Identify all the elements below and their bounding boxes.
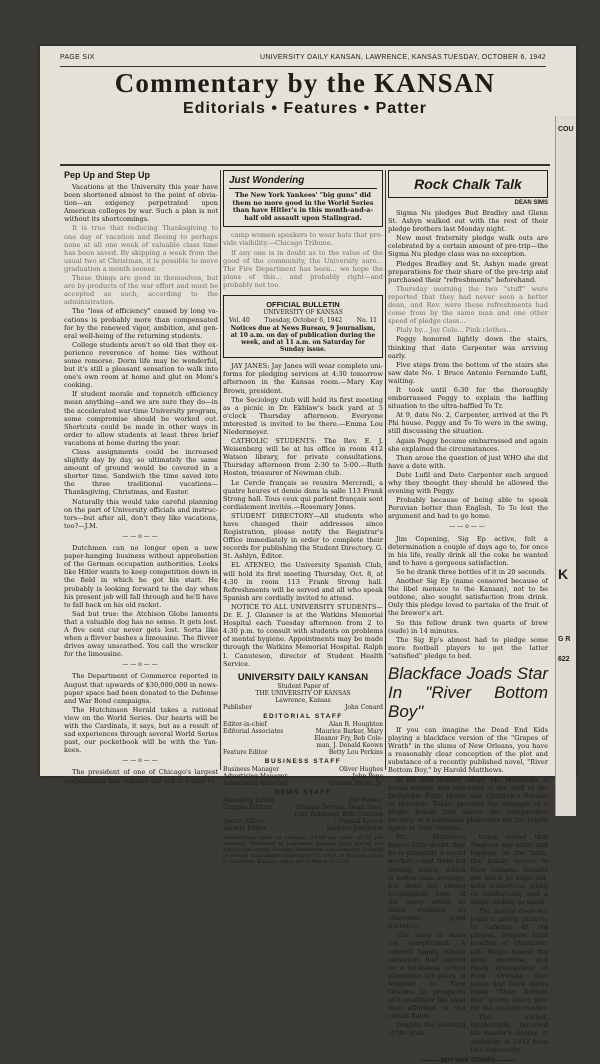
staff-role: Sports Editor: [223, 817, 264, 825]
edge-text: K: [558, 566, 569, 582]
staff-row: [223, 797, 383, 804]
staff-role: Advertising Manager: [223, 772, 288, 780]
staff-row: [223, 735, 383, 742]
staff-name: Alan B. Houghton: [328, 720, 383, 728]
separator: ——o——: [122, 757, 160, 765]
paragraph: So this fellow drank two quarts of brew (sude) in 14 minutes.: [388, 618, 548, 635]
official-bulletin-box: [223, 295, 383, 358]
bulletin-volume-line: [229, 317, 377, 325]
staff-name: Betty Lou Perkins: [328, 748, 383, 756]
bulletin-item: NOTICE TO ALL UNIVERSITY STUDENTS—Dr. E. J. Glaisner is at the Watkins Memorial Hospital each Tuesday afternoon from 2 to 4:30 p.m. to consult with students on problems of mental hygiene. Appointments may be made through the Watkins Memorial Hospital. Ralph I. Canuteson, director of Student Health Service.: [223, 602, 383, 668]
bulletin-item: Le Cercle français se reunira Mercredi, a quatre heures et demie dans la salle 113 Frank Strong hall. Tous ceux qui parlent français sont cordialement invités.—Rosemary Jones.: [223, 478, 383, 511]
adjacent-page-edge: [555, 116, 576, 816]
staff-row: [223, 728, 383, 735]
separator: ——o——: [122, 661, 160, 669]
column-rule: [385, 170, 386, 770]
staff-row: [223, 704, 383, 711]
middle-column: [223, 170, 383, 866]
paragraph: Despite the warning of the plan-: [388, 1021, 466, 1038]
paragraph: Probably because of being able to speak Peruvian better than English, To To lost the argument and had to go home.: [388, 496, 548, 521]
staff-name: Dale Robinson, Bob Coleman: [294, 810, 383, 818]
paragraph: Date Lufil and Dato Carpenter each argued why they thought they should be allowed the evening with Peggy.: [388, 470, 548, 496]
bulletin-number: No. 11: [356, 317, 377, 325]
bulletin-date: Tuesday, October 6, 1942: [264, 317, 343, 325]
paragraph: Mr. Matthews leaves little doubt that he is primarily a social worker —and from his writing ability, which is better than average, but from the strong sociological bent of the story which at times weakens an otherwise good narrative.: [388, 833, 466, 931]
bulletin-notice: Notices due at News Bureau, 9 Journalism, at 10 a.m. on day of publication during the week, and at 11 a.m. on Saturday for Sunday issue.: [230, 325, 376, 354]
staff-name: Eleanor Fry, Bob Cole-: [314, 734, 383, 742]
news-staff-heading: NEWS STAFF: [274, 788, 332, 796]
business-staff-heading: BUSINESS STAFF: [264, 757, 342, 765]
paragraph: The Department of Commerce reported in August that upwards of $30,000,000 in newspaper space had been donated to the Defense and War Bond campaigns.: [64, 672, 218, 705]
paragraph: Again Peggy became embarrassed and again she explained the circumstances.: [388, 436, 548, 453]
editorial-column: [64, 170, 218, 786]
staff-box-subtitle: Student Paper of: [277, 682, 329, 690]
review-headline: Blackface Joads Star In "River Bottom Boy": [388, 663, 548, 721]
staff-row: [223, 721, 383, 728]
paragraph: Vacations at the University this year have been shortened almost to the point of obviation—an exigency perpetrated upon American colleges by war. Such a plan is not without its shortcomings.: [64, 183, 218, 224]
paragraph: The story is none too complicated. A colored family, whose ancestors had served on a Louisiana cotton plantation for years, is tempted to New Orleans by prospects of a wealthier life than that afforded in the cotton fields.: [388, 931, 466, 1021]
paper-name: UNIVERSITY DAILY KANSAN, LAWRENCE, KANSAS: [260, 54, 443, 61]
paragraph: It took until 6:30 for the thoroughly embarrassed Peggy to explain the baffling situation to the ultra-baffled To Tr.: [388, 385, 548, 411]
staff-name: John Pope: [352, 772, 383, 780]
staff-role: Feature Editor: [223, 748, 268, 756]
bulletin-item: JAY JANES: Jay Janes will wear complete uniforms for pledging services at 4:30 tomorrow afternoon in the Kansas room.—Mary Kay Brown, president.: [223, 362, 383, 395]
paragraph: These things are good in themselves, but are by-products of the war effort and must be accepted as such, according to the administration.: [64, 274, 218, 307]
staff-row: [223, 825, 383, 832]
running-header: [60, 54, 546, 67]
staff-name: Charles Taylor, Jr.: [329, 779, 383, 787]
rock-chalk-talk-banner: [388, 170, 548, 198]
subscription-notice: Subscription rates, in advance, $3.00 per year; $1.75 per semester. Published at Lawrence, Kansas, daily during the school year except Monday, Wednesday and Saturday. Entered as second class matter September 17, 1910, at the post office at Lawrence, Kansas, under act of March 3, 1879.: [223, 834, 383, 865]
staff-name: Virginia Tiernan, Dean Sims,: [295, 803, 383, 811]
paragraph: Dutchmen can no longer open a new paper-hanging business without approbation of the German occupation authorities. Looks like Hitler wants to keep competition down in the field in which he got his start. He probably is looking forward to the day when his present job will fall through and he'll have to fall back on his old racket.: [64, 544, 218, 609]
staff-role: Campus Editors: [223, 803, 272, 811]
editorial-headline: Pep Up and Step Up: [64, 170, 151, 180]
staff-name: Oliver Hughes: [339, 765, 383, 773]
staff-role: Editor-in-chief: [223, 720, 267, 728]
paragraph: Another Sig Ep (name censored because of the libel menace to the Kansan), not to be outdone, also sought satisfaction from drink. Only this pledge loved to partake of the fruit of the brewer's art.: [388, 577, 548, 618]
paragraph: If student morale and topnotch efficiency mean anything—and we are sure they do—in the accelerated war-time University program, some compromise should be worked out. Shortcuts could be made in other ways in order to allow students at least three brief vacations at home during the year.: [64, 390, 218, 447]
paragraph: Five steps from the bottom of the stairs she saw date No. 1 Bruce Antonio Fernando Lufil, waiting.: [388, 360, 548, 385]
staff-name: John Conard: [344, 703, 383, 711]
staff-box-subtitle: Lawrence, Kansas: [275, 696, 331, 704]
paragraph: In his first literary effort, Mr. Matthews, a social worker and executive of the staff of the DePelchin Faith Home and Children's Bureau at Houston, Texas, pictures the struggle of a Negro family that leaves the comparative security of a Louisiana plantation for the bright lights of New Orleans.: [388, 775, 548, 833]
editorial-staff-heading: EDITORIAL STAFF: [263, 712, 343, 720]
staff-row: [223, 742, 383, 749]
bulletin-subtitle: UNIVERSITY OF KANSAS: [263, 309, 343, 317]
bulletin-item: The Sociology club will hold its first meeting as a picnic in Dr. Ekblaw's back yard at 5 o'clock Thursday afternoon. Everyone interested is invited to be there.—Emma Lou Niedermeyer.: [223, 395, 383, 436]
paragraph: The Hutchinson Herald takes a rational view on the World Series. Our hearts will be with the Cardinals, it says, but as a result of sad experiences through several World Series past, our pocketbook will be with the Yankees.: [64, 705, 218, 755]
staff-row: [223, 766, 383, 773]
paragraph: Peggy honored lightly down the stairs, thinking that date Carpenter was arriving early.: [388, 335, 548, 360]
paragraph: So he drank three bottles of it in 20 seconds.: [396, 567, 547, 576]
staff-row: [223, 780, 383, 787]
masthead: [60, 68, 550, 118]
staff-name: Maurice Barker, Mary: [315, 727, 383, 735]
page-number: PAGE SIX: [60, 54, 95, 61]
newspaper-page: [40, 46, 576, 1064]
separator: ——o——: [449, 523, 487, 531]
paragraph: The author does not paint a pretty picture, to exhume an old phrase. Despite faint touches of characteristic Negro humor, the grim overtone and ready atmosphere of New Orleans dive joints and back alleys make "River Bottom Boy" pretty heavy fare for the average reader.: [470, 907, 548, 1013]
staff-name: Barbara Batchelor: [326, 824, 383, 832]
review-two-column: [388, 833, 548, 1055]
staff-role: Managing Editor: [223, 796, 275, 804]
staff-row: [223, 811, 383, 818]
edge-text: COU: [558, 126, 574, 133]
masthead-title: Commentary by the KANSAN: [114, 68, 496, 98]
staff-role: Society Editor: [223, 824, 267, 832]
staff-row: [223, 773, 383, 780]
paragraph: The Sig Ep's almost had to pledge some more football players to get the latter "satisfied" pledge to bed.: [388, 635, 548, 660]
just-wondering-body: The New York Yankees' "big guns" did them no more good in the World Series than have Hitler's in this month-and-a-half old assault upon Stalingrad.: [232, 191, 374, 222]
staff-role: Advertising Assistant: [223, 779, 288, 787]
paragraph: Naturally this would take careful planning on the part of University officials and instructors—but after all, don't they like vacations, too?—J.M.: [64, 497, 218, 530]
bulletin-item: EL ATENEO, the University Spanish Club, will hold its first meeting Thursday, Oct. 8, at 4:30 in room 113 Frank Strong hall. Refreshments will be served and all who speak Spanish are cordially invited to attend.: [223, 561, 383, 602]
column-title: Rock Chalk Talk: [414, 176, 522, 192]
bulletin-volume: Vol. 40: [229, 317, 250, 325]
edge-text: G R: [558, 636, 571, 643]
review-left: [388, 833, 466, 1055]
just-wondering-title: Just Wondering: [229, 175, 377, 189]
bulletin-title: OFFICIAL BULLETIN: [266, 300, 340, 310]
paragraph: The president of one of Chicago's largest corporations has enlisted our aid in a plea to: [64, 768, 218, 785]
just-wondering-box: [223, 170, 383, 227]
paragraph: It is true that reducing Thanksgiving to one day of vacation and fleeing to perhaps none at all one week of valuable class time has been saved. By skipping a week from the usual two at Christmas, it is possible to move graduation a month sooner.: [64, 224, 218, 273]
bulletin-item: STUDENT DIRECTORY—All students who have changed their addresses since Registration, please notify the Registrar's Office immediately in order to complete their records for publishing the Student Directory. G. St. Ashlyn, Editor.: [223, 511, 383, 561]
staff-role: Editorial Associates: [223, 727, 284, 735]
paragraph: The author, incidentally, received his master's degree in sociology in 1932 from this University.: [470, 1013, 548, 1054]
paragraph: College students aren't so old that they experience reverence of home ties without some remorse. Dorm life may be wonderful, but it's still a pleasant sensation to walk into one's own room at home and glut on Mom's cooking.: [64, 340, 218, 390]
paragraph: At 9, date No. 2, Carpenter, arrived at the Pi Phi house. Peggy and To To were in the swing, still discussing the situation.: [388, 411, 548, 436]
paragraph: The "loss of efficiency" caused by long vacations is probably more than compensated for by the renewed vigor, ambition, and general well-being of the returning students.: [64, 307, 218, 340]
paragraph: Class assignments could be increased slightly day by day, so ultimately the same amount of ground would be covered in a shorter time. Sandwich the time saved into the three traditional vacations—Thanksgiving, Christmas, and Easter.: [64, 448, 218, 497]
masthead-subtitle: Editorials • Features • Patter: [183, 100, 427, 117]
paragraph: If you can imagine the Dead End Kids playing a blackface version of the "Grapes of Wrath" in the slums of New Orleans, you have a reasonably clear conception of the plot and substance of a recently published novel, "River Bottom Boy," by Harold Matthews.: [388, 725, 548, 775]
paragraph: Sigma Nu pledges Bud Bradley and Glenn St. Ashyn walked out with the rest of their pledge brothers last Monday night.: [388, 209, 548, 234]
paragraph: Sad but true: the Atchison Globe laments that a valuable dog has no sense. It gets lost. A five cent cur never gets lost. Sorta like when a flivver bashes a limousine. The flivver drives away unscathed. You call the wrecker for the limousine.: [64, 609, 218, 659]
paragraph: If any one is in doubt as to the value of the good of the community, the University sure... The Fire Department has been... we hope the plans of this... and probably right—and probably not too.: [223, 248, 383, 289]
staff-box-subtitle: THE UNIVERSITY OF KANSAS: [255, 689, 351, 697]
paragraph: Pledges Bradley and St. Ashyn made great preparations for their share of the pre-trip and purchased their "refreshments" beforehand.: [388, 259, 548, 284]
bulletin-item: CATHOLIC STUDENTS: The Rev. E. J. Weisenberg will be at his office in room 412 Watson library, for private consultations, Thursday afternoon from 2:30 to 5:00.—Ruth Heston, treasurer of Newman club.: [223, 437, 383, 478]
issue-date: TUESDAY, OCTOBER 6, 1942: [443, 54, 546, 61]
paragraph: Thursday morning the two "stuff" were reported that they had never seen a better dean, and Rev. were these refreshments had come from by the same man and one other speed of pledge class...: [388, 284, 548, 326]
masthead-rule: [60, 164, 550, 166]
edge-text: 622: [558, 656, 570, 663]
staff-name: man, J. Donald Keown: [316, 741, 383, 749]
paragraph: tation owner that Negroes are safer and happier on the farm, the family moves to New Orleans. Results are much as expected, with misfortune piling on misfortune, and a tragic ending as usual.: [470, 833, 548, 906]
paragraph: New most fraternity pledge walk outs are celebrated by a certain amount of pre-trip—the Sigma Nu pledge class was no exception.: [388, 234, 548, 259]
staff-role: Publisher: [223, 703, 252, 711]
paragraph: Jim Copening, Sig Ep active, felt a determination a couple of days ago to, for once in his life, really drink all the coke he wanted and to have a gorgeous satisfaction.: [388, 534, 548, 567]
staff-name: Bill Fenner: [349, 796, 383, 804]
paragraph: camp women speakers to wear hats that provide visibility.—Chicago Tribune.: [223, 231, 383, 248]
paragraph: Plaly by... Jay Cole... Pink clothes...: [396, 326, 513, 335]
byline: DEAN SIMS: [514, 200, 548, 206]
staff-role: Business Manager: [223, 765, 280, 773]
war-stamps-note: ——— BUY WAR STAMPS ———: [421, 1057, 515, 1064]
paragraph: Then arose the question of just WHO she did have a date with.: [388, 453, 548, 470]
staff-row: [223, 749, 383, 756]
separator: ——o——: [122, 532, 160, 540]
right-column: [388, 170, 548, 1064]
review-right: [471, 833, 549, 1055]
staff-name: J. Donald Keown: [333, 817, 383, 825]
staff-row: [223, 804, 383, 811]
staff-row: [223, 818, 383, 825]
staff-box-title: UNIVERSITY DAILY KANSAN: [237, 671, 369, 683]
column-rule: [220, 170, 221, 770]
